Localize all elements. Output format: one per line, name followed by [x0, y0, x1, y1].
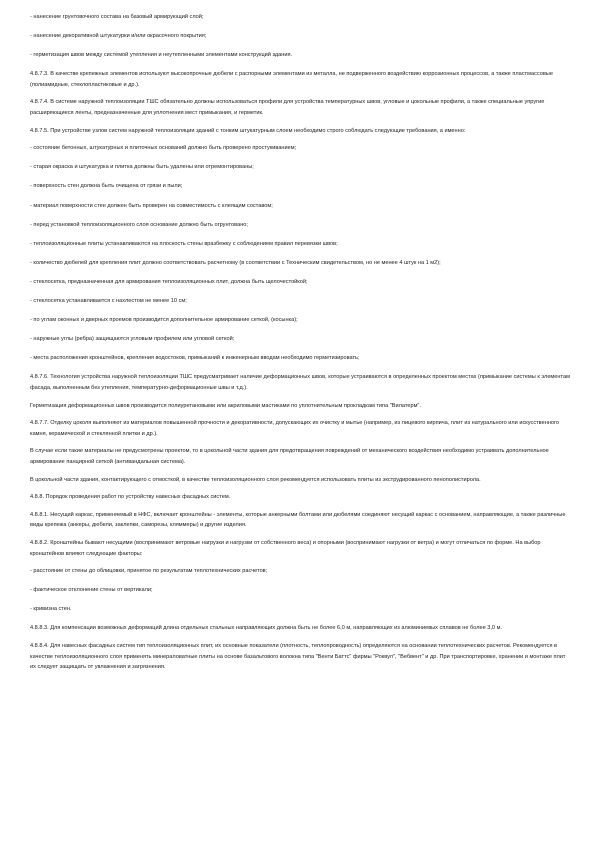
bullet-item: - теплоизоляционные плиты устанавливаются на плоскость стены вразбежку с соблюдением правил перевязки швов; — [30, 240, 338, 247]
paragraph: 4.8.8.1. Несущий каркас, применяемый в НФС, включает кронштейны - элементы, которые анкерными болтами или дюбелями соединяют несущий каркас с основанием, направляющие, а также различные виды крепежа (анкеры, дюбели, заклепки, саморезы, кляммеры) и другие изделия. — [30, 511, 566, 529]
bullet-item: - старая окраска и штукатурка и плитка должны быть удалены или отремонтированы; — [30, 164, 254, 171]
bullet-item: - нанесение грунтовочного состава на базовый армирующий слой; — [30, 14, 204, 20]
paragraph: Герметизация деформационных швов производится полиуретановыми или акриловыми мастиками по уплотнительным прокладкам типа "Вилатерм". — [30, 402, 421, 409]
paragraph: 4.8.7.6. Технология устройства наружной теплоизоляции ТШС предусматривает наличие деформационных швов, которые устраиваются в определенных проектом местах (примыкание системы к элементам фасада, выполненным без утепления, температурно-деформационные швы и т.д.). — [30, 374, 570, 391]
bullet-item: - перед установкой теплоизоляционного слоя основание должно быть огрунтовано; — [30, 221, 248, 228]
bullet-item: - нанесение декоративной штукатурки и/или окрасочного покрытия; — [30, 33, 207, 40]
bullet-item: - по углам оконных и дверных проемов производится дополнительное армирование сеткой, (косынка); — [30, 317, 298, 324]
bullet-item: - фактическое отклонение стены от вертикали; — [30, 587, 153, 594]
document-page — [30, 12, 570, 680]
bullet-item: - расстояние от стены до облицовки, принятое по результатам теплотехнических расчетов; — [30, 568, 268, 575]
paragraph: 4.8.7.3. В качестве крепежных элементов используют высокопрочные дюбели с распорными элементами из металла, не подверженного воздействию коррозионных процессов, а также пластмассовые (полиамидные, стеклопластиковые и др.). — [30, 71, 553, 88]
bullet-item: - стеклосетка устанавливается с нахлестом не менее 10 см; — [30, 298, 187, 304]
bullet-item: - герметизация швов между системой утепления и неутепленными элементами конструкций здания. — [30, 52, 293, 59]
paragraph: 4.8.7.5. При устройстве узлов систем наружной теплоизоляции зданий с тонким штукатурным слоем необходимо строго соблюдать следующие требования, а именно: — [30, 127, 466, 134]
bullet-item: - стеклосетка, предназначенная для армирования теплоизоляционных плит, должна быть щелочестойкой; — [30, 278, 308, 285]
bullet-item: - поверхность стен должна быть очищена от грязи и пыли; — [30, 183, 183, 190]
paragraph: В цокольной части здания, контактирующего с отмосткой, в качестве теплоизоляционного слоя рекомендуется использовать плиты из экструдированного пенополистирола. — [30, 476, 481, 483]
paragraph: 4.8.7.7. Отделку цоколя выполняют из материалов повышенной прочности и декоративности, допускающих их очистку и мытье (например, из лицевого кирпича, плит из натурального или искусственного камня, керамической и стеклянной плитки и др.). — [30, 420, 560, 437]
paragraph: 4.8.7.4. В системе наружной теплоизоляции ТШС обязательно должны использоваться профили для устройства температурных швов, угловые и цокольные профили, а также специальные упругие расширяющиеся ленты, предназначенные для уплотнения мест примыкания, и герметик. — [30, 99, 545, 117]
bullet-item: - количество дюбелей для крепления плит должно соответствовать расчетному (в соответствии с Техническим свидетельством, но не менее 4 штук на 1 м2); — [30, 259, 441, 266]
paragraph: 4.8.8.3. Для компенсации возможных деформаций длина отдельных стальных направляющих должна быть не более 6,0 м, направляющих из алюминиевых сплавов не более 3,0 м. — [30, 625, 502, 632]
section-heading: 4.8.8. Порядок проведения работ по устройству навесных фасадных систем. — [30, 494, 231, 501]
paragraph: В случае если такие материалы не предусмотрены проектом, то в цокольной части здания для предотвращения повреждений от механического воздействия необходимо устраивать дополнительное армирование панцирной сеткой (антивандальная система). — [30, 448, 549, 465]
bullet-item: - состояние бетонных, штукатурных и плиточных оснований должно быть проверено простукиванием; — [30, 145, 297, 152]
bullet-item: - наружные углы (ребра) защищаются угловым профилем или угловой сеткой; — [30, 336, 235, 343]
paragraph: 4.8.8.4. Для навесных фасадных систем тип теплоизоляционных плит, их основные показатели (плотность, теплопроводность) определяются на основании теплотехнических расчетов. Рекомендуется в качестве теплоизоляционного слоя применять минераловатные плиты на основе базальтового волокна типа "Венти Баттс" фирмы "Роквул", "Вебвент" и др. При транспортировке, хранении и монтаже плит их следует защищать от увлажнения и загрязнения. — [30, 642, 566, 671]
bullet-item: - кривизна стен. — [30, 606, 72, 613]
bullet-item: - материал поверхности стен должен быть проверен на совместимость с клеящим составом; — [30, 202, 273, 209]
paragraph: 4.8.8.2. Кронштейны бывают несущими (воспринимают ветровые нагрузки и нагрузки от собственного веса) и опорными (воспринимают нагрузки от ветра) и могут отличаться по форме. На выбор кронштейнов влияют следующие факторы: — [30, 539, 541, 557]
bullet-item: - места расположения кронштейнов, крепления водостоков, примыканий к инженерным вводам необходимо герметизировать; — [30, 355, 360, 362]
